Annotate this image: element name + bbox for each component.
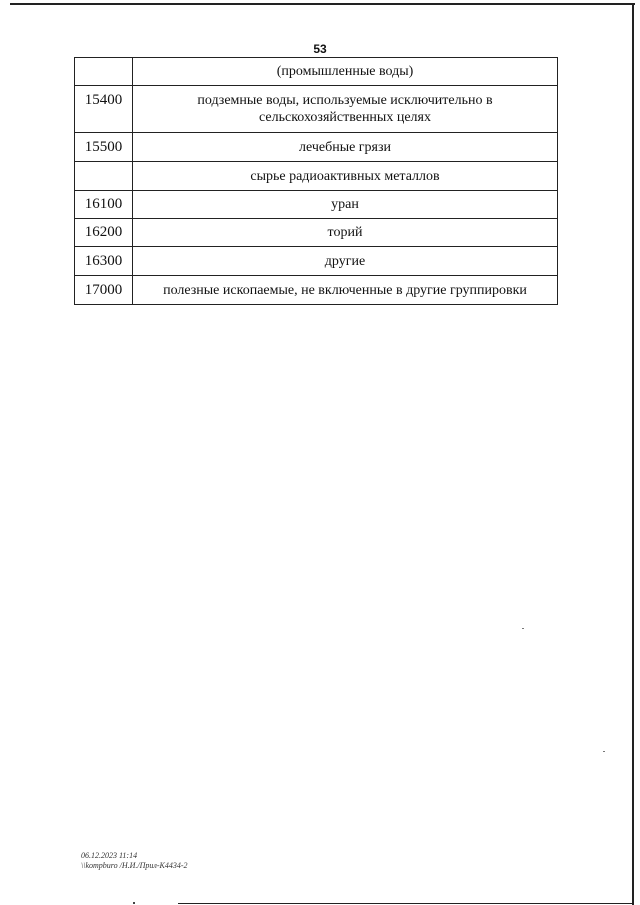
row-code: 16100 bbox=[75, 191, 133, 219]
row-description: полезные ископаемые, не включенные в другие группировки bbox=[133, 276, 558, 305]
table-row bbox=[75, 86, 558, 133]
table-row bbox=[75, 219, 558, 247]
footer-path: \\kompburo /Н.И./Прил-К4434-2 bbox=[81, 861, 188, 870]
page-border-right bbox=[632, 3, 634, 905]
row-description: уран bbox=[133, 191, 558, 219]
scan-speck bbox=[603, 751, 605, 752]
row-description: подземные воды, используемые исключительно в сельскохозяйственных целях bbox=[133, 86, 558, 133]
table-row bbox=[75, 247, 558, 276]
page-number: 53 bbox=[313, 42, 327, 56]
row-description: сырье радиоактивных металлов bbox=[133, 162, 558, 191]
table-row bbox=[75, 191, 558, 219]
row-code: 16300 bbox=[75, 247, 133, 276]
page-border-bottom bbox=[178, 903, 634, 904]
footer-date: 06.12.2023 11:14 bbox=[81, 851, 138, 860]
table-row bbox=[75, 58, 558, 86]
row-description: (промышленные воды) bbox=[133, 58, 558, 86]
scan-speck bbox=[133, 902, 135, 904]
row-code: 17000 bbox=[75, 276, 133, 305]
row-description: другие bbox=[133, 247, 558, 276]
row-code: 16200 bbox=[75, 219, 133, 247]
row-description: торий bbox=[133, 219, 558, 247]
scan-speck bbox=[522, 628, 524, 629]
table-row bbox=[75, 162, 558, 191]
classification-table bbox=[74, 57, 558, 305]
row-code: 15500 bbox=[75, 133, 133, 162]
row-code: 15400 bbox=[75, 86, 133, 133]
table-row bbox=[75, 133, 558, 162]
row-code bbox=[75, 162, 133, 191]
row-description: лечебные грязи bbox=[133, 133, 558, 162]
table-row bbox=[75, 276, 558, 305]
row-code bbox=[75, 58, 133, 86]
page-border-top bbox=[10, 3, 635, 5]
document-footer bbox=[81, 851, 188, 871]
